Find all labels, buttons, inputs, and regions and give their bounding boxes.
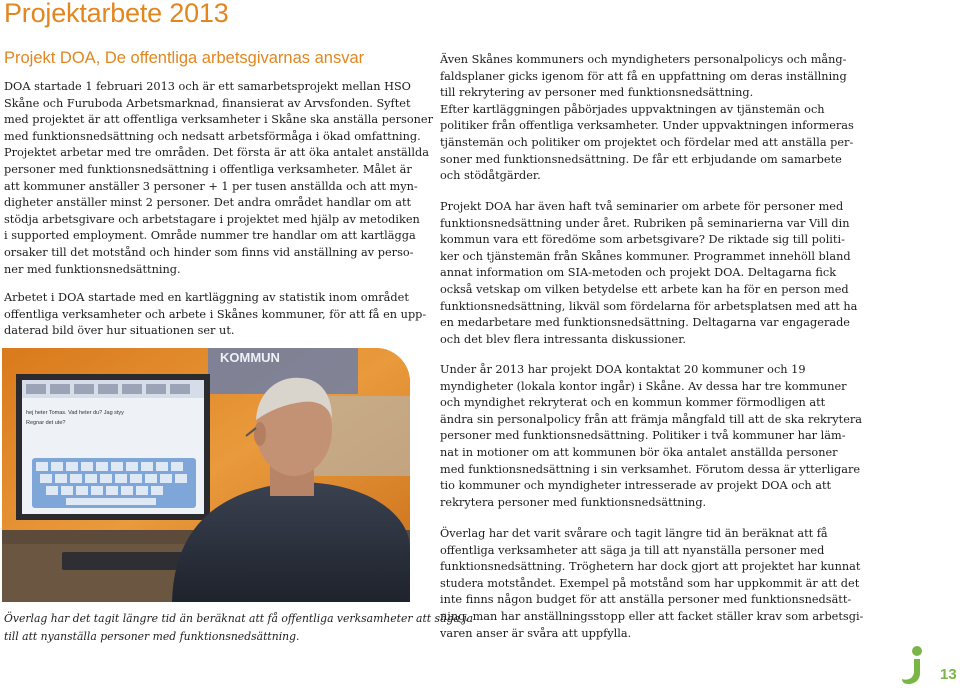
survey-paragraph bbox=[4, 290, 426, 340]
photo-caption bbox=[4, 610, 473, 646]
text-line: med funktionsnedsättning i sin verksamhet. Förutom dessa är ytterligare bbox=[440, 462, 861, 476]
text-line: Efter kartläggningen påbörjades uppvaktningen av tjänstemän och bbox=[440, 102, 825, 116]
section-heading: Projekt DOA, De offentliga arbetsgivarnas ansvar bbox=[4, 49, 365, 67]
text-line: en medarbetare med funktionsnedsättning. Deltagarna var engagerade bbox=[440, 316, 850, 330]
resistance-paragraph bbox=[440, 526, 863, 642]
text-line: ner med funktionsnedsättning. bbox=[4, 262, 181, 276]
monitor bbox=[16, 374, 210, 520]
text-line: digheter anställer minst 2 personer. Det andra området handlar om att bbox=[4, 196, 412, 210]
seminar-paragraph bbox=[440, 199, 857, 348]
screen-text-line: hej heter Tomas. Vad heter du? Jag styy bbox=[26, 410, 124, 416]
page-title: Projektarbete 2013 bbox=[4, 0, 229, 28]
text-line: Projekt DOA har även haft två seminarier om arbete för personer med bbox=[440, 200, 844, 213]
text-line: funktionsnedsättning under året. Rubriken på seminarierna var Vill din bbox=[440, 216, 850, 230]
text-line: DOA startade 1 februari 2013 och är ett samarbetsprojekt mellan HSO bbox=[4, 80, 411, 93]
policy-paragraph bbox=[440, 52, 854, 185]
text-line: med funktionsnedsättning och nedsatt arbetsförmåga i ökad omfattning. bbox=[4, 129, 421, 143]
text-line: i supported employment. Område nummer tre handlar om att kartlägga bbox=[4, 229, 416, 243]
text-line: med projektet är att offentliga verksamheter i Skåne ska anställa personer bbox=[4, 113, 433, 127]
text-line: funktionsnedsättning, likväl som fördelarna för arbetsplatsen med att ha bbox=[440, 299, 858, 313]
text-line: offentliga verksamheter att säga ja till att nyanställa personer med bbox=[440, 543, 825, 557]
text-line: myndigheter (lokala kontor ingår) i Skåne. Av dessa har tre kommuner bbox=[440, 379, 847, 393]
text-line: Under år 2013 har projekt DOA kontaktat 20 kommuner och 19 bbox=[440, 363, 806, 376]
text-line: personer med funktionsnedsättning i offentliga verksamheter. Målet är bbox=[4, 162, 412, 176]
text-line: ker och tjänstemän från Skånes kommuner. Programmet innehöll bland bbox=[440, 249, 851, 263]
text-line: ändra sin personalpolicy från att främja mångfald till att de ska rekrytera bbox=[440, 412, 863, 426]
photo-man-at-computer bbox=[2, 348, 410, 602]
text-line: till rekrytering av personer med funktionsnedsättning. bbox=[440, 86, 754, 100]
text-line: Överlag har det varit svårare och tagit längre tid än beräknat att få bbox=[440, 527, 828, 540]
text-line: tio kommuner och myndigheter intresserade av projekt DOA och att bbox=[440, 479, 832, 493]
text-line: att kommuner anställer 3 personer + 1 per tusen anställda och att myn- bbox=[4, 179, 418, 193]
text-line: Arbetet i DOA startade med en kartläggning av statistik inom området bbox=[4, 291, 409, 304]
text-line: daterad bild över hur situationen ser ut. bbox=[4, 324, 235, 338]
text-line: studera motståndet. Exempel på motstånd som har uppkommit är att det bbox=[440, 576, 860, 590]
text-line: offentliga verksamheter och arbete i Skånes kommuner, för att få en upp- bbox=[4, 307, 427, 321]
caption-line: till att nyanställa personer med funktionsnedsättning. bbox=[4, 630, 300, 643]
text-line: funktionsnedsättning. Tröghetern har dock gjort att projektet har kunnat bbox=[440, 560, 861, 574]
sign-text: KOMMUN bbox=[220, 350, 280, 365]
logo-icon bbox=[900, 645, 926, 685]
text-line: faldsplaner gicks igenom för att få en uppfattning om deras inställning bbox=[440, 69, 847, 83]
text-line: orsaker till det motstånd och hinder som finns vid anställning av perso- bbox=[4, 245, 414, 259]
text-line: och stödåtgärder. bbox=[440, 169, 541, 183]
text-line: varen anser är svåra att uppfylla. bbox=[440, 626, 632, 640]
text-line: annat information om SIA-metoden och projekt DOA. Deltagarna fick bbox=[440, 266, 837, 280]
text-line: Skåne och Furuboda Arbetsmarknad, finansierat av Arvsfonden. Syftet bbox=[4, 96, 411, 110]
intro-paragraph bbox=[4, 79, 433, 278]
text-line: Även Skånes kommuners och myndigheters personalpolicys och mång- bbox=[440, 53, 847, 66]
contacts-paragraph bbox=[440, 362, 862, 511]
text-line: också vetskap om vilken betydelse ett arbete kan ha för en person med bbox=[440, 282, 849, 296]
text-line: kommun vara ett föredöme som arbetsgivare? De riktade sig till politi- bbox=[440, 233, 845, 247]
text-line: Projektet arbetar med tre områden. Det första är att öka antalet anställda bbox=[4, 146, 429, 160]
text-line: rekrytera personer med funktionsnedsättning. bbox=[440, 495, 707, 509]
text-line: nat in motioner om att kommunen bör öka antalet anställda personer bbox=[440, 445, 838, 459]
text-line: ning, man har anställningsstopp eller att facket ställer krav som arbetsgi- bbox=[440, 609, 864, 623]
caption-line: Överlag har det tagit längre tid än beräknat att få offentliga verksamheter att säga ja bbox=[4, 612, 474, 625]
text-line: och myndighet rekryterat och en kommun kommer förmodligen att bbox=[440, 396, 826, 410]
text-line: politiker från offentliga verksamheter. Under uppvaktningen informeras bbox=[440, 119, 854, 133]
text-line: inte finns någon budget för att anställa personer med funktionsnedsätt- bbox=[440, 593, 852, 607]
screen-text-line: Regnar det ute? bbox=[26, 420, 66, 426]
text-line: tjänstemän och politiker om projektet och fördelar med att anställa per- bbox=[440, 135, 854, 149]
page-number: 13 bbox=[940, 666, 957, 683]
text-line: och det blev flera intressanta diskussioner. bbox=[440, 332, 686, 346]
text-line: stödja arbetsgivare och arbetstagare i projektet med hjälp av metodiken bbox=[4, 212, 420, 226]
text-line: soner med funktionsnedsättning. De får ett erbjudande om samarbete bbox=[440, 152, 842, 166]
text-line: personer med funktionsnedsättning. Politiker i två kommuner har läm- bbox=[440, 429, 846, 443]
